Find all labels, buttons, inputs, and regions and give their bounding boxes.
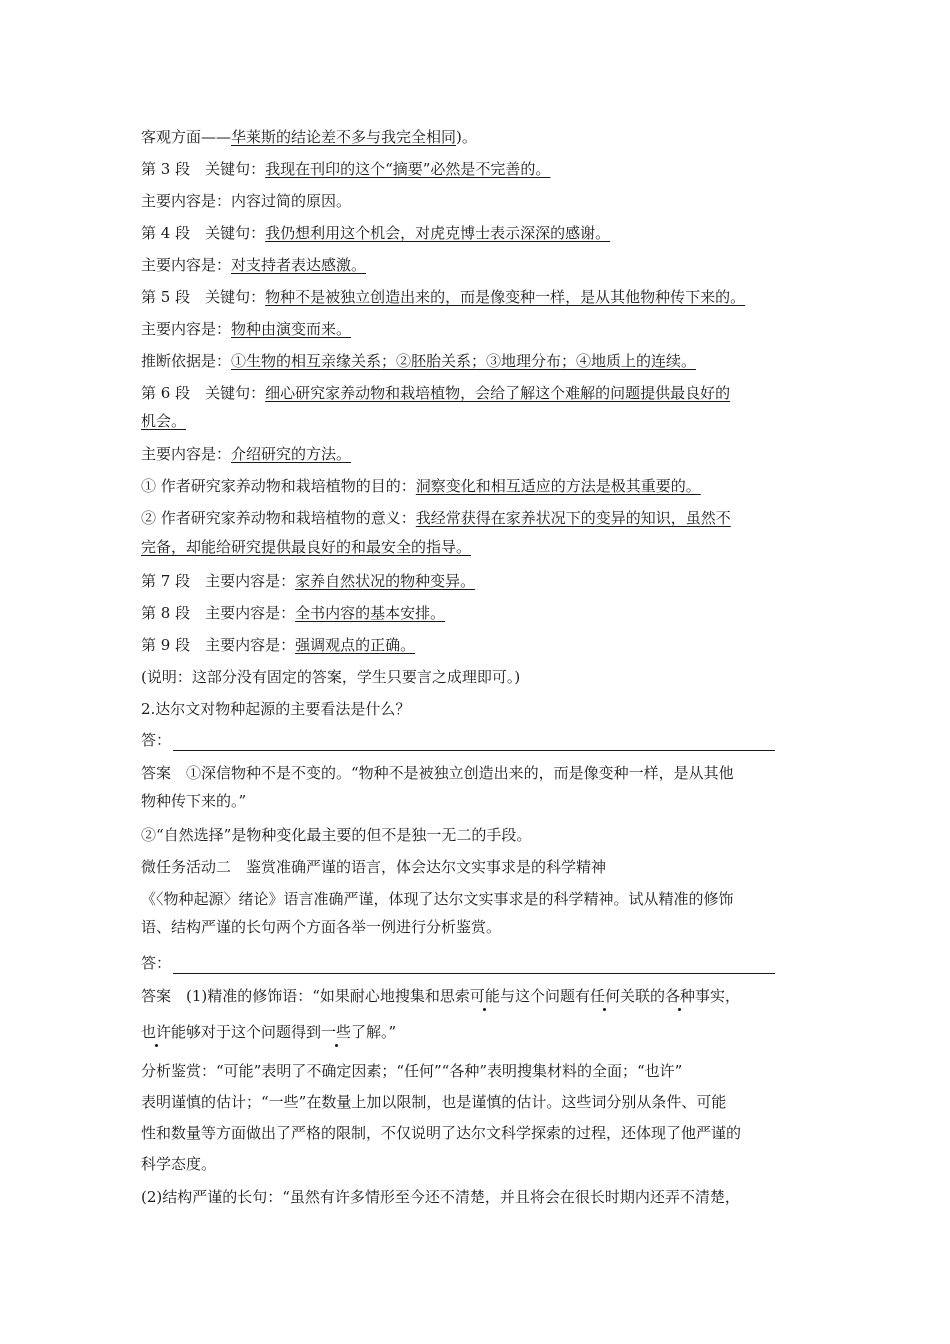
- para7-main-content: 第 7 段 主要内容是：家养自然状况的物种变异。: [141, 572, 476, 590]
- answer-text-cont: 物种传下来的。”: [141, 792, 247, 810]
- answer-text-point2: ②“自然选择”是物种变化最主要的但不是独一无二的手段。: [141, 826, 532, 844]
- para5-evidence: 推断依据是：①生物的相互亲缘关系；②胚胎关系；③地理分布；④地质上的连续。: [141, 352, 697, 370]
- analysis-text: 性和数量等方面做出了严格的限制，不仅说明了达尔文科学探索的过程，还体现了他严谨的: [141, 1124, 742, 1142]
- para6-main-content: 主要内容是：介绍研究的方法。: [141, 445, 352, 463]
- activity-2-prompt: 《〈物种起源〉绪论》语言准确严谨，体现了达尔文实事求是的科学精神。试从精准的修饰: [141, 890, 734, 908]
- activity-2-prompt-cont: 语、结构严谨的长句两个方面各举一例进行分析鉴赏。: [141, 918, 502, 936]
- answer-blank[interactable]: [173, 957, 775, 974]
- para5-key-sentence: 第 5 段 关键句：物种不是被独立创造出来的，而是像变种一样，是从其他物种传下来的。: [141, 288, 746, 306]
- answer-blank[interactable]: [173, 734, 775, 751]
- para3-main-content: 主要内容是：内容过简的原因。: [141, 192, 352, 210]
- para4-key-sentence: 第 4 段 关键句：我仍想利用这个机会，对虎克博士表示深深的感谢。: [141, 224, 611, 242]
- analysis-text: 科学态度。: [141, 1155, 217, 1173]
- para8-main-content: 第 8 段 主要内容是：全书内容的基本安排。: [141, 604, 446, 622]
- para6-key-sentence: 第 6 段 关键句：细心研究家养动物和栽培植物，会给了解这个难解的问题提供最良好的: [141, 384, 731, 402]
- question-2: 2.达尔文对物种起源的主要看法是什么？: [141, 700, 411, 718]
- para6-significance: ② 作者研究家养动物和栽培植物的意义：我经常获得在家养状况下的变异的知识，虽然不: [141, 509, 731, 527]
- activity-2-heading: 微任务活动二 鉴赏准确严谨的语言，体会达尔文实事求是的科学精神: [141, 858, 607, 876]
- para3-key-sentence: 第 3 段 关键句：我现在刊印的这个“摘要”必然是不完善的。: [141, 160, 551, 178]
- para6-purpose: ① 作者研究家养动物和栽培植物的目的：洞察变化和相互适应的方法是极其重要的。: [141, 477, 701, 495]
- analysis-text: 分析鉴赏：“可能”表明了不确定因素；“任何”“各种”表明搜集材料的全面；“也许”: [141, 1062, 683, 1080]
- answer-line-2: 答：: [141, 952, 821, 974]
- para6-key-sentence-cont: 机会。: [141, 412, 187, 430]
- para4-main-content: 主要内容是：对支持者表达感激。: [141, 256, 367, 274]
- text-line: 客观方面——华莱斯的结论差不多与我完全相同)。: [141, 128, 477, 146]
- para5-main-content: 主要内容是：物种由演变而来。: [141, 320, 352, 338]
- answer-long-sentence: (2)结构严谨的长句：“虽然有许多情形至今还不清楚，并且将会在很长时期内还弄不清楚，: [141, 1188, 740, 1206]
- answer-modifier-cont: 也许能够对于这个问题得到一些了解。”: [141, 1023, 397, 1041]
- answer-text: 答案 ①深信物种不是不变的。“物种不是被独立创造出来的，而是像变种一样，是从其他: [141, 764, 734, 782]
- analysis-text: 表明谨慎的估计；“一些”在数量上加以限制，也是谨慎的估计。这些词分别从条件、可能: [141, 1093, 727, 1111]
- answer-modifier: 答案 (1)精准的修饰语：“如果耐心地搜集和思索可能与这个问题有任何关联的各种事实，: [141, 987, 741, 1005]
- para6-significance-cont: 完备，却能给研究提供最良好的和最安全的指导。: [141, 538, 472, 556]
- para9-main-content: 第 9 段 主要内容是：强调观点的正确。: [141, 636, 416, 654]
- note-line: (说明：这部分没有固定的答案，学生只要言之成理即可。): [141, 668, 521, 686]
- answer-line-1: 答：: [141, 729, 821, 751]
